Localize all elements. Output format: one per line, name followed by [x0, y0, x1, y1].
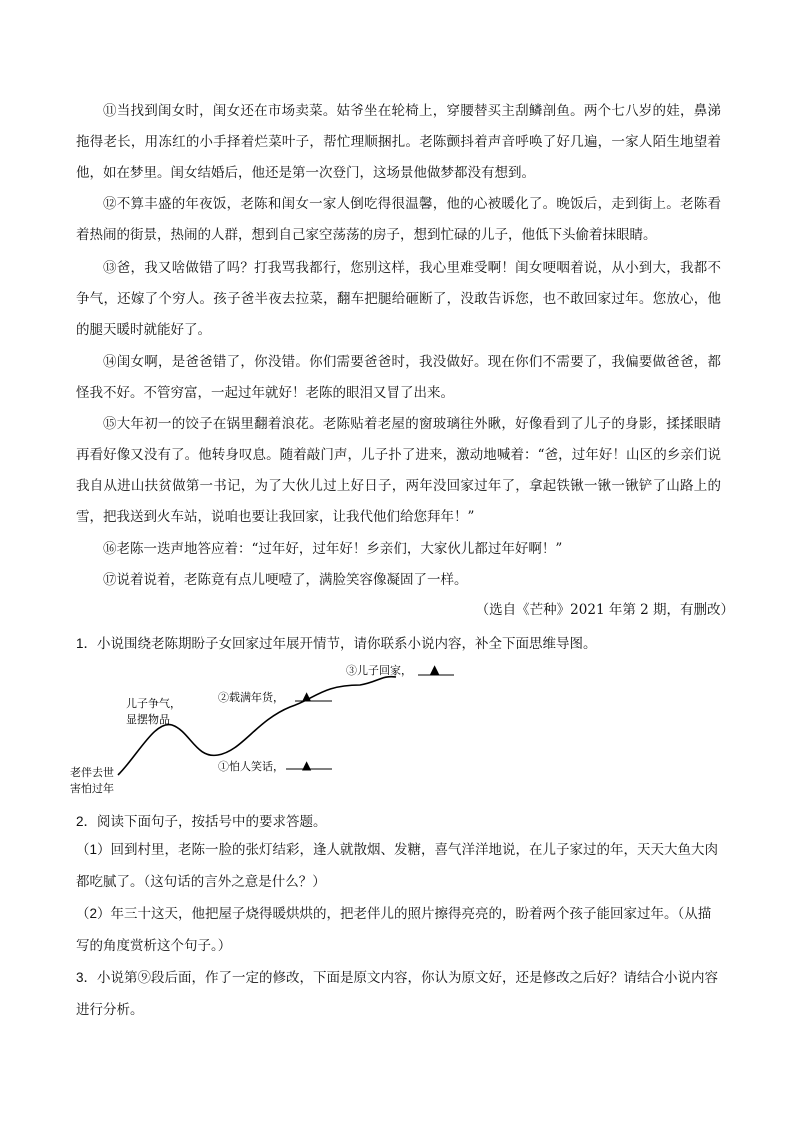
start-label-line1: 老伴去世	[70, 766, 114, 779]
paragraph-12: ⑫不算丰盛的年夜饭，老陈和闺女一家人倒吃得很温馨，他的心被暖化了。晚饭后，走到街上。老陈看着热闹的街景，热闹的人群，想到自己家空荡荡的房子，想到忙碌的儿子，他低下头偷着抹眼睛。	[76, 196, 721, 243]
paragraph-16: ⑯老陈一迭声地答应着：“过年好，过年好！乡亲们，大家伙儿都过年好啊！”	[103, 541, 563, 557]
paragraph-13: ⑬爸，我又啥做错了吗？打我骂我都行，您别这样，我心里难受啊！闺女哽咽着说，从小到大，我都不争气，还嫁了个穷人。孩子爸半夜去拉菜，翻车把腿给砸断了，没敢告诉您，也不敢回家过年。您放心，他的腿天暖时就能好了。	[76, 260, 721, 338]
paragraph-11: ⑪当找到闺女时，闺女还在市场卖菜。姑爷坐在轮椅上，穿腰替买主刮鳞剖鱼。两个七八岁的娃，鼻涕拖得老长，用冻红的小手择着烂菜叶子，帮忙理顺捆扎。老陈颤抖着声音呼唤了好几遍，一家人陌生地望着他，如在梦里。闺女结婚后，他还是第一次登门，这场景他做梦都没有想到。	[76, 103, 721, 181]
paragraph-14: ⑭闺女啊，是爸爸错了，你没错。你们需要爸爸时，我没做好。现在你们不需要了，我偏要做爸爸，都怪我不好。不管穷富，一起过年就好！老陈的眼泪又冒了出来。	[76, 354, 721, 401]
son-label-line1: 儿子争气，	[126, 697, 181, 710]
node1-label: ①怕人笑话，	[218, 760, 284, 773]
source-citation: （选自《芒种》2021 年第 2 期，有删改）	[475, 602, 734, 618]
question-2-part-1: （1）回到村里，老陈一脸的张灯结彩，逢人就散烟、发糖，喜气洋洋地说，在儿子家过的年，天天大鱼大肉都吃腻了。（这句话的言外之意是什么？）	[76, 842, 719, 889]
node1-blank-marker: ▲	[302, 758, 312, 772]
son-label-line2: 显摆物品	[126, 713, 170, 726]
start-label-line2: 害怕过年	[70, 782, 114, 795]
mind-map-diagram	[60, 655, 480, 800]
node3-label: ③儿子回家，	[346, 664, 412, 677]
node2-blank-marker: ▲	[302, 689, 312, 703]
node3-blank-marker: ▲	[430, 662, 440, 676]
question-2-part-2: （2）年三十这天，他把屋子烧得暖烘烘的，把老伴儿的照片擦得亮亮的，盼着两个孩子能回家过年。（从描写的角度赏析这个句子。）	[76, 906, 712, 953]
question-1: 1．小说围绕老陈期盼子女回家过年展开情节，请你联系小说内容，补全下面思维导图。	[76, 636, 597, 651]
question-2: 2．阅读下面句子，按括号中的要求答题。	[76, 814, 327, 829]
question-3: 3．小说第⑨段后面，作了一定的修改，下面是原文内容，你认为原文好，还是修改之后好？请结合小说内容进行分析。	[76, 970, 719, 1017]
paragraph-15: ⑮大年初一的饺子在锅里翻着浪花。老陈贴着老屋的窗玻璃往外瞅，好像看到了儿子的身影，揉揉眼睛再看好像又没有了。他转身叹息。随着敲门声，儿子扑了进来，激动地喊着：“爸，过年好！山区的乡亲们说我自从进山扶贫做第一书记，为了大伙儿过上好日子，两年没回家过年了，拿起铁锹一锹一锹铲了山路上的雪，把我送到火车站，说咱也要让我回家，让我代他们给您拜年！”	[76, 416, 721, 525]
paragraph-17: ⑰说着说着，老陈竟有点儿哽噎了，满脸笑容像凝固了一样。	[103, 572, 468, 588]
node2-label: ②载满年货，	[218, 691, 284, 704]
